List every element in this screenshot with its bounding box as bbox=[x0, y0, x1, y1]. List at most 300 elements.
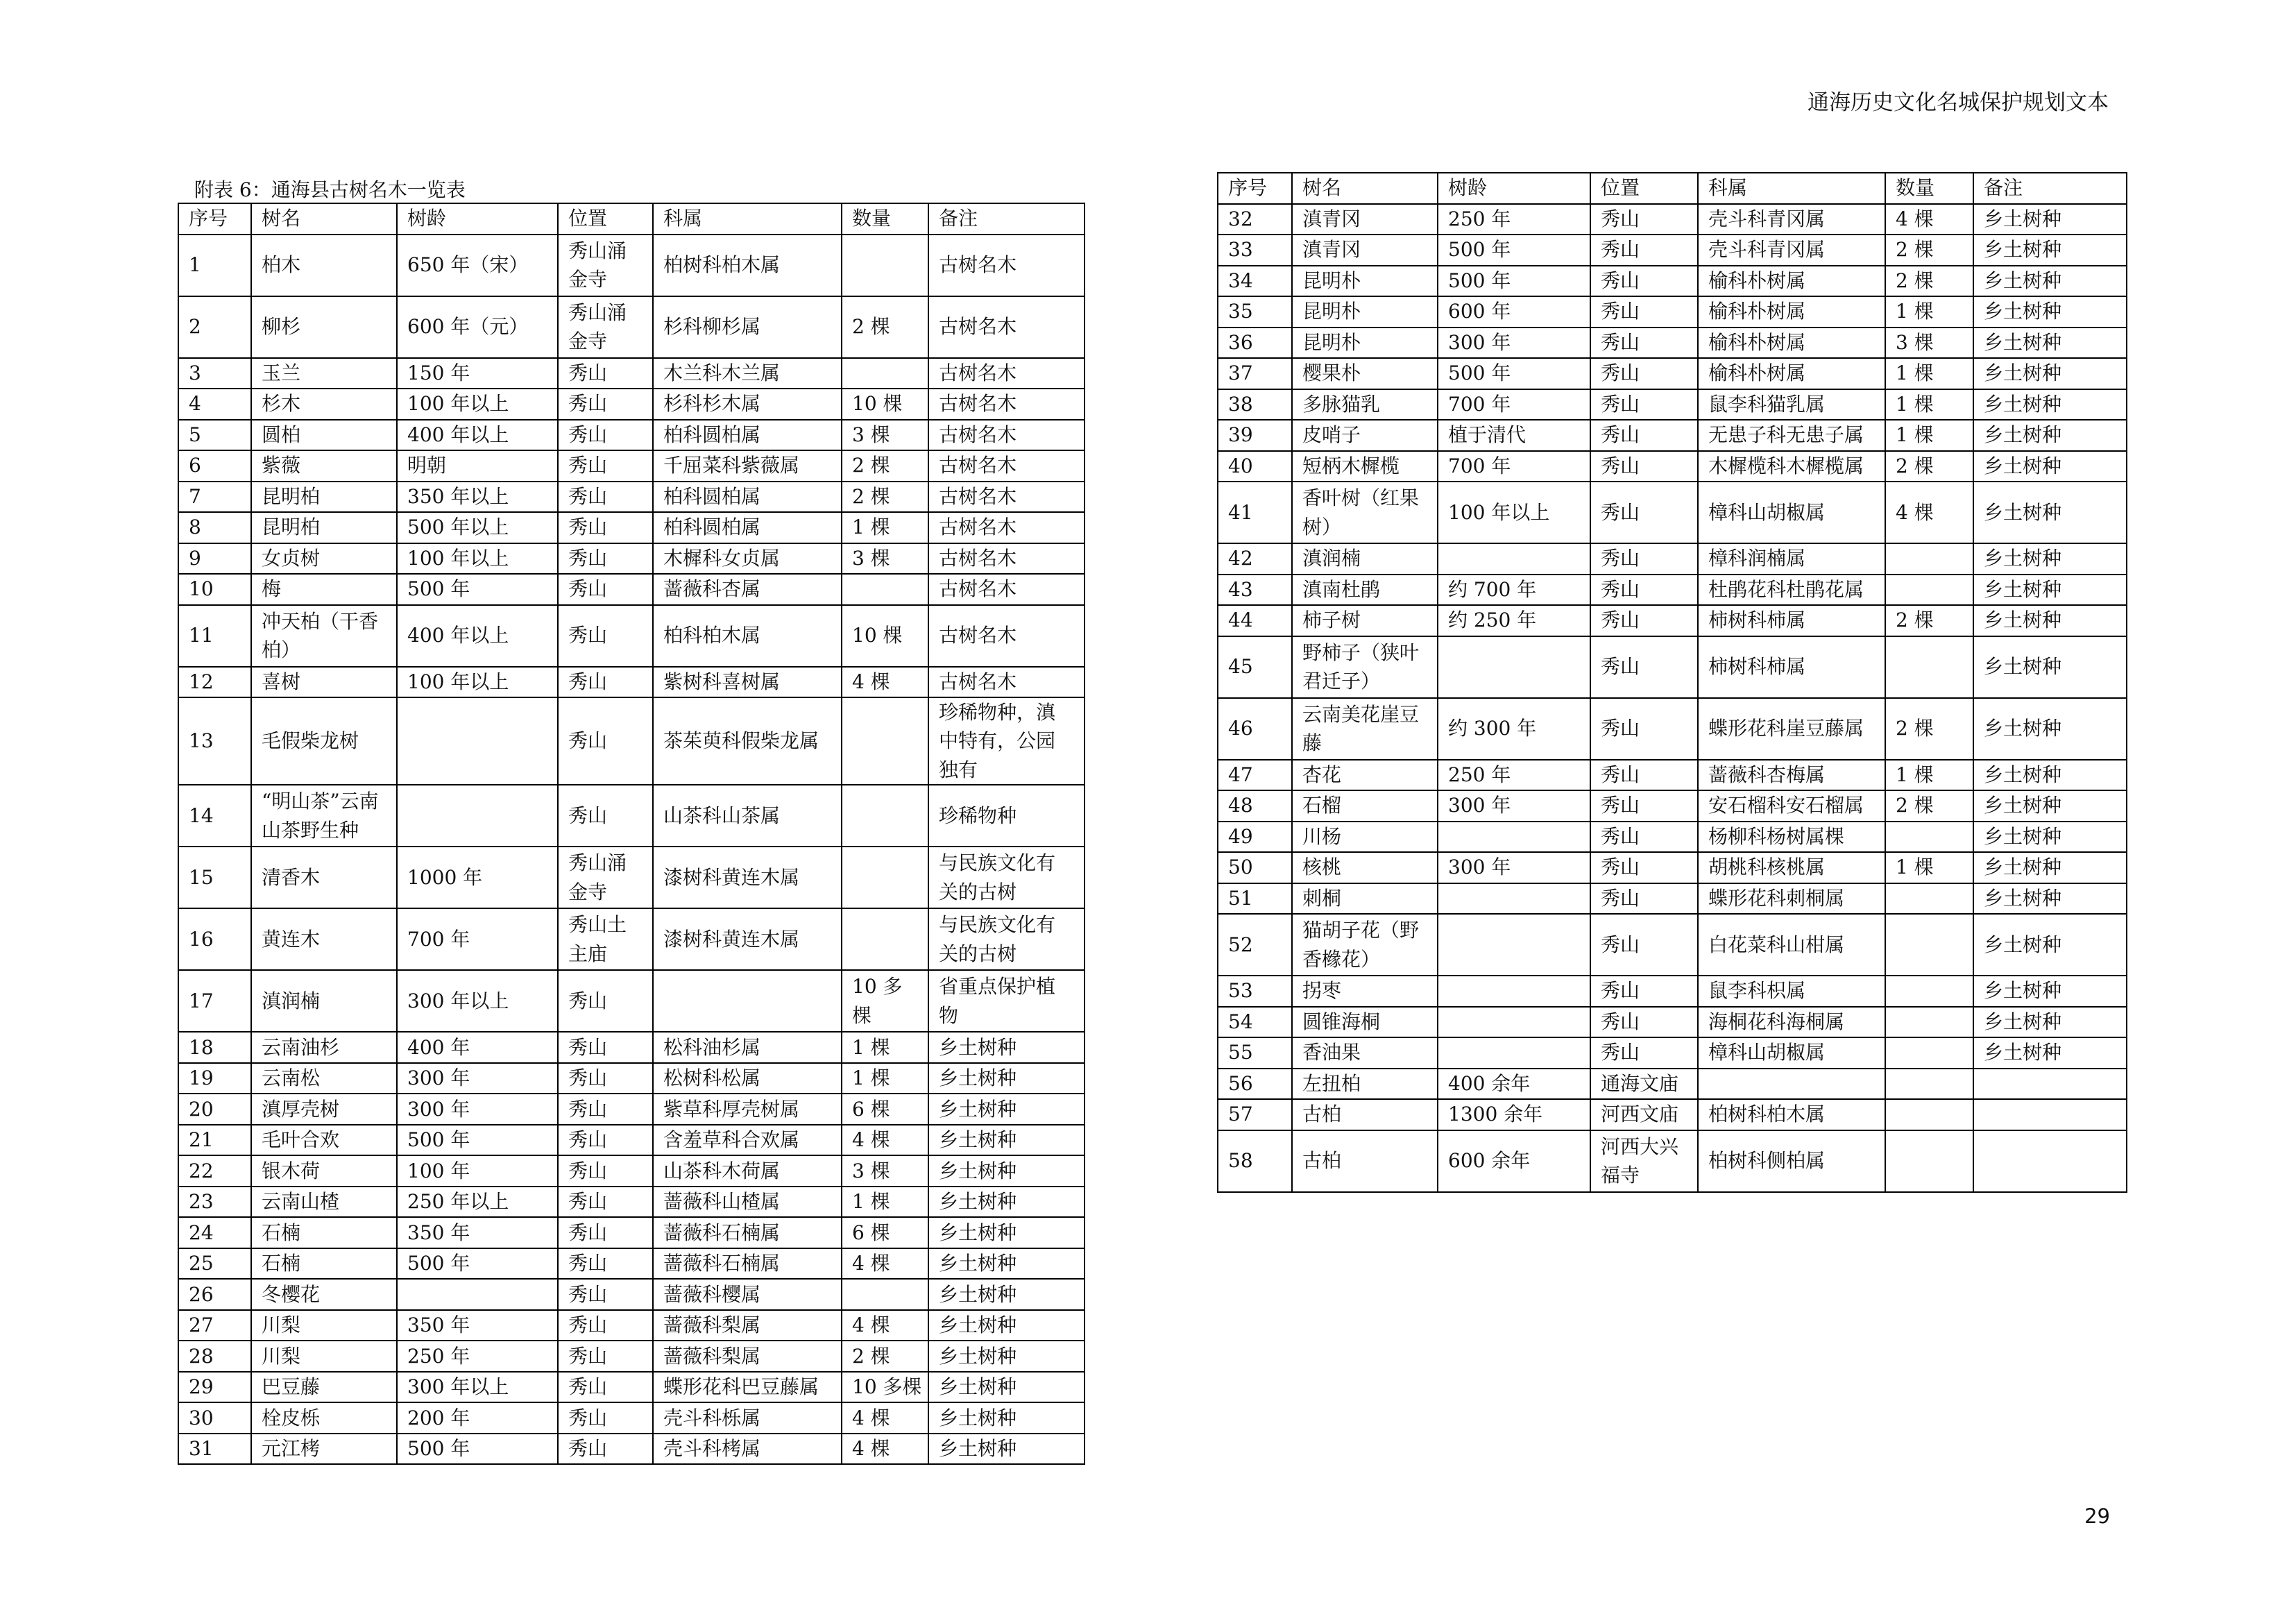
cell-family-genus: 胡桃科核桃属 bbox=[1698, 852, 1885, 883]
cell-quantity bbox=[1885, 976, 1973, 1007]
cell-family-genus: 柏科圆柏属 bbox=[653, 512, 842, 543]
cell-remarks: 乡土树种 bbox=[928, 1402, 1085, 1434]
header-tree-age: 树龄 bbox=[1438, 173, 1590, 204]
cell-index: 57 bbox=[1218, 1099, 1292, 1130]
cell-tree-name: 滇青冈 bbox=[1292, 235, 1438, 266]
cell-remarks: 乡土树种 bbox=[928, 1279, 1085, 1310]
cell-index: 1 bbox=[178, 235, 251, 296]
cell-location: 秀山 bbox=[558, 1402, 653, 1434]
table-row bbox=[1218, 389, 2127, 420]
cell-remarks: 乡土树种 bbox=[1973, 575, 2127, 606]
cell-quantity bbox=[1885, 1069, 1973, 1100]
cell-tree-age: 350 年 bbox=[397, 1217, 558, 1248]
cell-index: 26 bbox=[178, 1279, 251, 1310]
cell-tree-age: 600 年 bbox=[1438, 296, 1590, 328]
cell-quantity: 2 棵 bbox=[1885, 451, 1973, 482]
cell-location: 秀山 bbox=[558, 667, 653, 698]
table-row bbox=[1218, 852, 2127, 883]
cell-index: 14 bbox=[178, 785, 251, 847]
cell-family-genus: 茶茱萸科假柴龙属 bbox=[653, 697, 842, 785]
table-row bbox=[1218, 790, 2127, 822]
cell-quantity bbox=[1885, 1130, 1973, 1192]
cell-location: 秀山 bbox=[1590, 760, 1698, 791]
cell-index: 31 bbox=[178, 1434, 251, 1465]
table-row bbox=[1218, 1069, 2127, 1100]
table-row bbox=[178, 1155, 1085, 1187]
cell-remarks: 乡土树种 bbox=[1973, 543, 2127, 575]
cell-remarks: 乡土树种 bbox=[1973, 328, 2127, 359]
cell-family-genus: 榆科朴树属 bbox=[1698, 266, 1885, 297]
cell-family-genus: 鼠李科猫乳属 bbox=[1698, 389, 1885, 420]
table-row bbox=[178, 543, 1085, 575]
cell-location: 秀山 bbox=[558, 358, 653, 389]
cell-quantity bbox=[842, 235, 928, 296]
cell-family-genus: 千屈菜科紫薇属 bbox=[653, 450, 842, 482]
cell-location: 秀山 bbox=[558, 1372, 653, 1403]
cell-tree-age: 400 年以上 bbox=[397, 420, 558, 451]
cell-location: 秀山 bbox=[558, 605, 653, 667]
cell-location: 秀山 bbox=[558, 785, 653, 847]
table-row bbox=[1218, 822, 2127, 853]
cell-remarks: 珍稀物种 bbox=[928, 785, 1085, 847]
cell-index: 10 bbox=[178, 574, 251, 605]
cell-remarks bbox=[1973, 1069, 2127, 1100]
table-row bbox=[1218, 976, 2127, 1007]
header-family-genus: 科属 bbox=[1698, 173, 1885, 204]
cell-tree-name: 左扭柏 bbox=[1292, 1069, 1438, 1100]
table-row bbox=[1218, 1099, 2127, 1130]
cell-quantity: 3 棵 bbox=[842, 420, 928, 451]
tree-table-right bbox=[1217, 172, 2127, 1193]
cell-tree-age: 300 年 bbox=[1438, 852, 1590, 883]
cell-tree-age: 400 年以上 bbox=[397, 605, 558, 667]
cell-index: 51 bbox=[1218, 883, 1292, 915]
cell-tree-age bbox=[1438, 976, 1590, 1007]
cell-tree-age bbox=[1438, 543, 1590, 575]
cell-tree-age: 500 年以上 bbox=[397, 512, 558, 543]
cell-tree-age: 700 年 bbox=[1438, 389, 1590, 420]
cell-index: 44 bbox=[1218, 605, 1292, 636]
cell-index: 21 bbox=[178, 1125, 251, 1156]
cell-tree-age: 300 年 bbox=[397, 1094, 558, 1125]
cell-quantity: 2 棵 bbox=[1885, 698, 1973, 760]
cell-tree-age: 300 年以上 bbox=[397, 1372, 558, 1403]
cell-remarks: 乡土树种 bbox=[928, 1248, 1085, 1280]
table-row bbox=[1218, 420, 2127, 451]
cell-family-genus: 木樨科女贞属 bbox=[653, 543, 842, 575]
cell-quantity bbox=[842, 785, 928, 847]
cell-quantity: 1 棵 bbox=[1885, 760, 1973, 791]
cell-family-genus: 柏科圆柏属 bbox=[653, 482, 842, 513]
header-tree-age: 树龄 bbox=[397, 203, 558, 235]
cell-tree-name: 圆柏 bbox=[251, 420, 397, 451]
cell-location: 秀山 bbox=[1590, 636, 1698, 698]
cell-location: 通海文庙 bbox=[1590, 1069, 1698, 1100]
cell-index: 4 bbox=[178, 389, 251, 420]
cell-remarks: 乡土树种 bbox=[1973, 204, 2127, 235]
cell-tree-name: 多脉猫乳 bbox=[1292, 389, 1438, 420]
cell-tree-age: 100 年以上 bbox=[397, 389, 558, 420]
table-row bbox=[1218, 482, 2127, 543]
cell-tree-name: 巴豆藤 bbox=[251, 1372, 397, 1403]
cell-tree-name: 梅 bbox=[251, 574, 397, 605]
table-row bbox=[178, 1402, 1085, 1434]
cell-tree-name: 杏花 bbox=[1292, 760, 1438, 791]
cell-family-genus: 蔷薇科杏属 bbox=[653, 574, 842, 605]
cell-remarks: 乡土树种 bbox=[928, 1187, 1085, 1218]
table-row bbox=[1218, 1007, 2127, 1038]
cell-location: 秀山 bbox=[558, 1155, 653, 1187]
cell-quantity: 4 棵 bbox=[1885, 482, 1973, 543]
cell-tree-name: 樱果朴 bbox=[1292, 358, 1438, 389]
cell-tree-age bbox=[397, 1279, 558, 1310]
cell-tree-age: 250 年以上 bbox=[397, 1187, 558, 1218]
table-row bbox=[1218, 914, 2127, 976]
header-quantity: 数量 bbox=[842, 203, 928, 235]
cell-tree-name: 石榴 bbox=[1292, 790, 1438, 822]
cell-family-genus: 壳斗科青冈属 bbox=[1698, 204, 1885, 235]
cell-tree-name: 核桃 bbox=[1292, 852, 1438, 883]
cell-index: 9 bbox=[178, 543, 251, 575]
cell-index: 33 bbox=[1218, 235, 1292, 266]
cell-location: 秀山 bbox=[558, 1125, 653, 1156]
cell-remarks: 古树名木 bbox=[928, 512, 1085, 543]
cell-tree-name: 短柄木樨榄 bbox=[1292, 451, 1438, 482]
cell-remarks: 乡土树种 bbox=[928, 1217, 1085, 1248]
cell-index: 52 bbox=[1218, 914, 1292, 976]
cell-tree-name: 昆明柏 bbox=[251, 482, 397, 513]
cell-remarks bbox=[1973, 1099, 2127, 1130]
cell-remarks: 乡土树种 bbox=[928, 1032, 1085, 1063]
cell-family-genus: 白花菜科山柑属 bbox=[1698, 914, 1885, 976]
cell-location: 秀山 bbox=[1590, 204, 1698, 235]
cell-tree-name: 栓皮栎 bbox=[251, 1402, 397, 1434]
cell-location: 秀山 bbox=[558, 1434, 653, 1465]
cell-remarks: 乡土树种 bbox=[1973, 296, 2127, 328]
cell-index: 55 bbox=[1218, 1037, 1292, 1069]
cell-tree-age: 600 年（元） bbox=[397, 296, 558, 358]
cell-location: 秀山 bbox=[1590, 976, 1698, 1007]
cell-tree-age: 250 年 bbox=[1438, 760, 1590, 791]
cell-remarks: 乡土树种 bbox=[1973, 235, 2127, 266]
cell-quantity: 1 棵 bbox=[842, 512, 928, 543]
cell-tree-name: 川杨 bbox=[1292, 822, 1438, 853]
cell-location: 秀山 bbox=[1590, 451, 1698, 482]
cell-location: 秀山 bbox=[1590, 296, 1698, 328]
cell-quantity bbox=[842, 574, 928, 605]
cell-index: 16 bbox=[178, 908, 251, 970]
cell-tree-age: 400 余年 bbox=[1438, 1069, 1590, 1100]
cell-family-genus: 蝶形花科刺桐属 bbox=[1698, 883, 1885, 915]
cell-family-genus: 蔷薇科杏梅属 bbox=[1698, 760, 1885, 791]
cell-index: 17 bbox=[178, 970, 251, 1032]
table-row bbox=[178, 1372, 1085, 1403]
cell-quantity: 10 棵 bbox=[842, 389, 928, 420]
cell-remarks: 珍稀物种，滇中特有，公园独有 bbox=[928, 697, 1085, 785]
cell-quantity: 2 棵 bbox=[842, 450, 928, 482]
cell-remarks: 乡土树种 bbox=[1973, 852, 2127, 883]
table-row bbox=[1218, 235, 2127, 266]
cell-family-genus: 松科油杉属 bbox=[653, 1032, 842, 1063]
cell-quantity: 3 棵 bbox=[842, 1155, 928, 1187]
cell-tree-name: 黄连木 bbox=[251, 908, 397, 970]
cell-remarks: 与民族文化有关的古树 bbox=[928, 908, 1085, 970]
cell-family-genus: 紫草科厚壳树属 bbox=[653, 1094, 842, 1125]
cell-tree-age: 500 年 bbox=[397, 1434, 558, 1465]
cell-family-genus: 杉科杉木属 bbox=[653, 389, 842, 420]
table-row bbox=[178, 1187, 1085, 1218]
cell-quantity: 1 棵 bbox=[1885, 852, 1973, 883]
cell-remarks: 乡土树种 bbox=[928, 1125, 1085, 1156]
cell-remarks: 古树名木 bbox=[928, 420, 1085, 451]
cell-family-genus: 柏科圆柏属 bbox=[653, 420, 842, 451]
cell-tree-age: 500 年 bbox=[397, 574, 558, 605]
cell-index: 30 bbox=[178, 1402, 251, 1434]
cell-location: 秀山涌金寺 bbox=[558, 847, 653, 908]
cell-tree-name: 女贞树 bbox=[251, 543, 397, 575]
table-row bbox=[178, 1434, 1085, 1465]
cell-index: 53 bbox=[1218, 976, 1292, 1007]
cell-location: 秀山 bbox=[558, 1248, 653, 1280]
cell-quantity: 4 棵 bbox=[842, 1248, 928, 1280]
cell-location: 秀山 bbox=[1590, 790, 1698, 822]
cell-remarks: 乡土树种 bbox=[928, 1155, 1085, 1187]
cell-quantity: 1 棵 bbox=[1885, 420, 1973, 451]
cell-family-genus: 柏树科柏木属 bbox=[653, 235, 842, 296]
cell-family-genus: 柿树科柿属 bbox=[1698, 636, 1885, 698]
cell-family-genus: 蝶形花科巴豆藤属 bbox=[653, 1372, 842, 1403]
cell-tree-age: 约 250 年 bbox=[1438, 605, 1590, 636]
table-row bbox=[178, 389, 1085, 420]
cell-family-genus: 柏树科侧柏属 bbox=[1698, 1130, 1885, 1192]
cell-quantity: 3 棵 bbox=[1885, 328, 1973, 359]
cell-remarks: 乡土树种 bbox=[1973, 883, 2127, 915]
table-row bbox=[178, 847, 1085, 908]
cell-index: 42 bbox=[1218, 543, 1292, 575]
cell-index: 40 bbox=[1218, 451, 1292, 482]
cell-tree-name: 野柿子（狭叶君迁子） bbox=[1292, 636, 1438, 698]
cell-tree-age: 500 年 bbox=[1438, 358, 1590, 389]
cell-index: 3 bbox=[178, 358, 251, 389]
cell-tree-age: 明朝 bbox=[397, 450, 558, 482]
cell-location: 秀山涌金寺 bbox=[558, 296, 653, 358]
cell-tree-age bbox=[397, 697, 558, 785]
cell-tree-name: 圆锥海桐 bbox=[1292, 1007, 1438, 1038]
cell-location: 秀山 bbox=[558, 512, 653, 543]
cell-remarks: 乡土树种 bbox=[1973, 760, 2127, 791]
table-row bbox=[178, 512, 1085, 543]
table-header-row bbox=[178, 203, 1085, 235]
cell-tree-name: 香油果 bbox=[1292, 1037, 1438, 1069]
cell-index: 58 bbox=[1218, 1130, 1292, 1192]
cell-tree-name: 滇青冈 bbox=[1292, 204, 1438, 235]
cell-tree-age: 100 年 bbox=[397, 1155, 558, 1187]
cell-remarks: 乡土树种 bbox=[1973, 451, 2127, 482]
cell-tree-age: 300 年以上 bbox=[397, 970, 558, 1032]
table-row bbox=[178, 420, 1085, 451]
cell-quantity bbox=[842, 1279, 928, 1310]
table-row bbox=[1218, 636, 2127, 698]
cell-quantity: 2 棵 bbox=[1885, 790, 1973, 822]
cell-index: 25 bbox=[178, 1248, 251, 1280]
cell-index: 38 bbox=[1218, 389, 1292, 420]
cell-location: 秀山 bbox=[1590, 575, 1698, 606]
cell-index: 8 bbox=[178, 512, 251, 543]
cell-tree-age: 600 余年 bbox=[1438, 1130, 1590, 1192]
cell-remarks: 乡土树种 bbox=[928, 1310, 1085, 1341]
cell-tree-name: 滇润楠 bbox=[251, 970, 397, 1032]
table-row bbox=[178, 1310, 1085, 1341]
cell-tree-age bbox=[1438, 1037, 1590, 1069]
cell-remarks: 古树名木 bbox=[928, 574, 1085, 605]
cell-tree-age: 100 年以上 bbox=[1438, 482, 1590, 543]
cell-location: 秀山 bbox=[558, 1063, 653, 1094]
cell-location: 秀山 bbox=[1590, 328, 1698, 359]
cell-remarks: 古树名木 bbox=[928, 450, 1085, 482]
cell-index: 18 bbox=[178, 1032, 251, 1063]
cell-tree-age bbox=[1438, 883, 1590, 915]
cell-family-genus: 榆科朴树属 bbox=[1698, 296, 1885, 328]
cell-location: 秀山 bbox=[1590, 822, 1698, 853]
cell-tree-age: 300 年 bbox=[397, 1063, 558, 1094]
cell-family-genus: 柏科柏木属 bbox=[653, 605, 842, 667]
cell-index: 46 bbox=[1218, 698, 1292, 760]
cell-quantity bbox=[1885, 1037, 1973, 1069]
cell-tree-age: 500 年 bbox=[397, 1248, 558, 1280]
cell-family-genus: 杉科柳杉属 bbox=[653, 296, 842, 358]
cell-tree-name: 滇厚壳树 bbox=[251, 1094, 397, 1125]
cell-family-genus: 樟科山胡椒属 bbox=[1698, 1037, 1885, 1069]
table-row bbox=[178, 970, 1085, 1032]
cell-location: 秀山 bbox=[558, 1187, 653, 1218]
table-header-row bbox=[1218, 173, 2127, 204]
cell-remarks: 古树名木 bbox=[928, 358, 1085, 389]
cell-family-genus: 杨柳科杨树属棵 bbox=[1698, 822, 1885, 853]
cell-quantity: 6 棵 bbox=[842, 1217, 928, 1248]
cell-index: 48 bbox=[1218, 790, 1292, 822]
table-row bbox=[1218, 451, 2127, 482]
cell-remarks: 乡土树种 bbox=[1973, 358, 2127, 389]
cell-remarks: 省重点保护植物 bbox=[928, 970, 1085, 1032]
cell-quantity: 2 棵 bbox=[1885, 605, 1973, 636]
cell-family-genus: 海桐花科海桐属 bbox=[1698, 1007, 1885, 1038]
cell-family-genus: 蔷薇科石楠属 bbox=[653, 1217, 842, 1248]
cell-location: 秀山 bbox=[558, 697, 653, 785]
cell-quantity: 6 棵 bbox=[842, 1094, 928, 1125]
cell-index: 19 bbox=[178, 1063, 251, 1094]
cell-quantity bbox=[1885, 543, 1973, 575]
cell-remarks: 乡土树种 bbox=[1973, 976, 2127, 1007]
cell-family-genus: 安石榴科安石榴属 bbox=[1698, 790, 1885, 822]
page-number: 29 bbox=[2084, 1504, 2110, 1528]
cell-remarks: 乡土树种 bbox=[1973, 1007, 2127, 1038]
cell-quantity bbox=[1885, 914, 1973, 976]
cell-index: 12 bbox=[178, 667, 251, 698]
cell-location: 秀山 bbox=[558, 450, 653, 482]
cell-index: 22 bbox=[178, 1155, 251, 1187]
cell-location: 秀山 bbox=[558, 420, 653, 451]
table-row bbox=[178, 1063, 1085, 1094]
cell-quantity bbox=[1885, 883, 1973, 915]
header-location: 位置 bbox=[558, 203, 653, 235]
cell-quantity: 2 棵 bbox=[1885, 266, 1973, 297]
cell-quantity: 4 棵 bbox=[842, 667, 928, 698]
cell-quantity: 10 多棵 bbox=[842, 970, 928, 1032]
cell-remarks: 乡土树种 bbox=[1973, 266, 2127, 297]
table-row bbox=[178, 1125, 1085, 1156]
cell-tree-name: 喜树 bbox=[251, 667, 397, 698]
cell-tree-name: 杉木 bbox=[251, 389, 397, 420]
cell-location: 秀山 bbox=[1590, 1037, 1698, 1069]
cell-remarks: 古树名木 bbox=[928, 235, 1085, 296]
table-row bbox=[178, 296, 1085, 358]
cell-location: 秀山 bbox=[558, 1279, 653, 1310]
cell-tree-name: 柏木 bbox=[251, 235, 397, 296]
cell-tree-name: 元江栲 bbox=[251, 1434, 397, 1465]
cell-location: 秀山 bbox=[1590, 235, 1698, 266]
cell-family-genus: 壳斗科栎属 bbox=[653, 1402, 842, 1434]
cell-tree-age bbox=[1438, 822, 1590, 853]
cell-tree-name: 柳杉 bbox=[251, 296, 397, 358]
table-row bbox=[178, 1341, 1085, 1372]
cell-family-genus: 樟科润楠属 bbox=[1698, 543, 1885, 575]
cell-tree-age: 500 年 bbox=[1438, 235, 1590, 266]
cell-quantity: 2 棵 bbox=[842, 1341, 928, 1372]
cell-tree-age: 350 年 bbox=[397, 1310, 558, 1341]
table-row bbox=[178, 1217, 1085, 1248]
cell-family-genus: 蔷薇科樱属 bbox=[653, 1279, 842, 1310]
cell-tree-age: 约 700 年 bbox=[1438, 575, 1590, 606]
cell-index: 37 bbox=[1218, 358, 1292, 389]
cell-family-genus: 木樨榄科木樨榄属 bbox=[1698, 451, 1885, 482]
cell-tree-age: 250 年 bbox=[1438, 204, 1590, 235]
cell-tree-name: 猫胡子花（野香橼花） bbox=[1292, 914, 1438, 976]
cell-location: 河西大兴福寺 bbox=[1590, 1130, 1698, 1192]
cell-remarks: 乡土树种 bbox=[1973, 605, 2127, 636]
cell-index: 5 bbox=[178, 420, 251, 451]
cell-index: 24 bbox=[178, 1217, 251, 1248]
cell-quantity bbox=[1885, 575, 1973, 606]
cell-index: 34 bbox=[1218, 266, 1292, 297]
table-caption: 附表 6：通海县古树名木一览表 bbox=[194, 178, 466, 201]
cell-tree-name: 清香木 bbox=[251, 847, 397, 908]
cell-tree-age: 300 年 bbox=[1438, 790, 1590, 822]
cell-family-genus: 樟科山胡椒属 bbox=[1698, 482, 1885, 543]
cell-remarks: 乡土树种 bbox=[1973, 389, 2127, 420]
cell-family-genus: 柏树科柏木属 bbox=[1698, 1099, 1885, 1130]
table-row bbox=[178, 1094, 1085, 1125]
cell-remarks: 乡土树种 bbox=[928, 1063, 1085, 1094]
cell-index: 6 bbox=[178, 450, 251, 482]
cell-tree-name: 昆明朴 bbox=[1292, 296, 1438, 328]
table-row bbox=[178, 1279, 1085, 1310]
cell-family-genus: 鼠李科枳属 bbox=[1698, 976, 1885, 1007]
cell-remarks: 乡土树种 bbox=[1973, 636, 2127, 698]
cell-quantity: 4 棵 bbox=[1885, 204, 1973, 235]
cell-remarks: 乡土树种 bbox=[1973, 914, 2127, 976]
cell-location: 秀山 bbox=[1590, 914, 1698, 976]
cell-quantity: 1 棵 bbox=[1885, 358, 1973, 389]
cell-tree-name: 紫薇 bbox=[251, 450, 397, 482]
cell-family-genus: 含羞草科合欢属 bbox=[653, 1125, 842, 1156]
cell-index: 43 bbox=[1218, 575, 1292, 606]
cell-index: 49 bbox=[1218, 822, 1292, 853]
cell-remarks: 乡土树种 bbox=[928, 1094, 1085, 1125]
cell-tree-name: 冬樱花 bbox=[251, 1279, 397, 1310]
cell-location: 秀山 bbox=[558, 389, 653, 420]
table-row bbox=[178, 574, 1085, 605]
header-tree-name: 树名 bbox=[251, 203, 397, 235]
